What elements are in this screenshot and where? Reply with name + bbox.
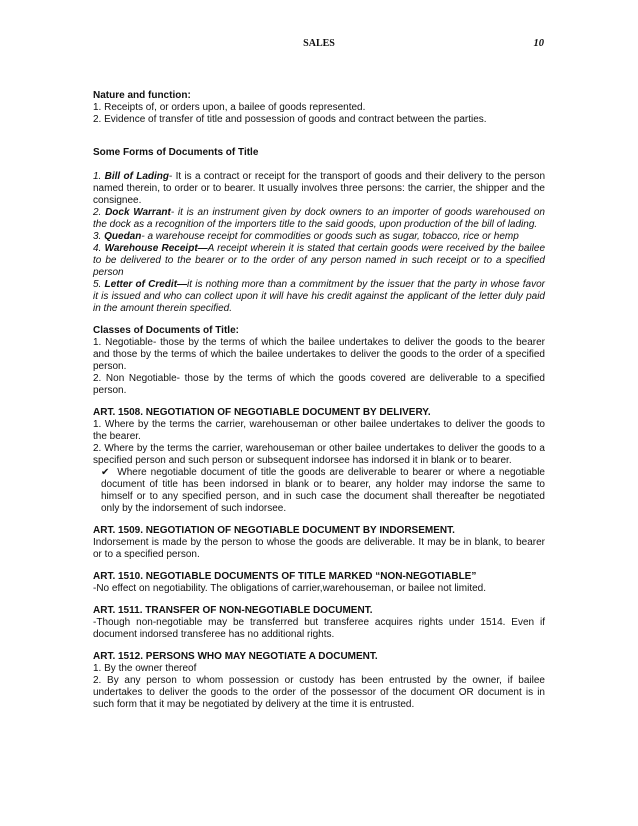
art1512-item-1: 1. By the owner thereof: [93, 663, 197, 674]
art1508-heading: ART. 1508. NEGOTIATION OF NEGOTIABLE DOCUMENT BY DELIVERY.: [93, 407, 431, 418]
classes-heading: Classes of Documents of Title:: [93, 325, 239, 336]
art1508-check-note: [93, 467, 545, 515]
nature-item-2: 2. Evidence of transfer of title and possession of goods and contract between the parties.: [93, 114, 487, 125]
forms-item-1: [93, 171, 545, 207]
forms-item-text: - It is a contract or receipt for the transport of goods and their delivery to the person named therein, to order or to bearer. It usually involves three persons: the carrier, the shipper and the consignee.: [93, 171, 546, 206]
classes-item-1: 1. Negotiable- those by the terms of which the bailee undertakes to deliver the goods to the bearer and those by the terms of which the bailee undertakes to deliver the goods to the order of a specified person.: [93, 337, 545, 372]
art1510-heading: ART. 1510. NEGOTIABLE DOCUMENTS OF TITLE MARKED “NON-NEGOTIABLE”: [93, 571, 477, 582]
art1510-text: -No effect on negotiability. The obligations of carrier,warehouseman, or bailee not limited.: [93, 583, 486, 594]
running-header-title: SALES: [303, 38, 335, 49]
nature-item-1: 1. Receipts of, or orders upon, a bailee of goods represented.: [93, 102, 366, 113]
art1509-text: Indorsement is made by the person to whose the goods are deliverable. It may be in blank, to bearer or to a specified person.: [93, 537, 545, 560]
forms-item-3: [93, 231, 545, 243]
classes-item-2: 2. Non Negotiable- those by the terms of which the goods covered are deliverable to a specified person.: [93, 373, 545, 396]
forms-item-num: 1.: [93, 171, 102, 182]
forms-item-num: 5.: [93, 279, 102, 290]
forms-item-4: [93, 243, 545, 279]
forms-item-text: A receipt wherein it is stated that certain goods were received by the bailee to be delivered to the bearer or to the order of any person named in such receipt or to a specified person: [93, 243, 545, 278]
nature-heading: Nature and function:: [93, 90, 191, 101]
forms-item-num: 3.: [93, 231, 102, 242]
art1512-item-2: 2. By any person to whom possession or custody has been entrusted by the owner, if bailee undertakes to deliver the goods to the order of the possessor of the document OR document is in such form that it may be negotiated by delivery at the time it is entrusted.: [93, 675, 545, 710]
page-number: 10: [533, 38, 544, 49]
document-body: [93, 90, 545, 711]
forms-item-term: Bill of Lading: [104, 171, 169, 182]
forms-item-2: [93, 207, 545, 231]
forms-item-text: - it is an instrument given by dock owners to an importer of goods warehoused on the dock as a recognition of the importers title to the said goods, upon production of the bill of lading.: [93, 207, 545, 230]
forms-heading: Some Forms of Documents of Title: [93, 147, 259, 158]
forms-item-term: Letter of Credit—: [104, 279, 188, 290]
checkmark-icon: ✔: [101, 467, 110, 478]
forms-item-num: 4.: [93, 243, 102, 254]
check-note-text: Where negotiable document of title the goods are deliverable to bearer or where a negotiable document of title has been indorsed in blank or to bearer, any holder may indorse the same to himself or to any specified person, and in such case the document shall thereafter be negotiated only by the indorsement of such indorsee.: [101, 467, 545, 514]
art1511-heading: ART. 1511. TRANSFER OF NON-NEGOTIABLE DOCUMENT.: [93, 605, 373, 616]
art1508-item-1: 1. Where by the terms the carrier, warehouseman or other bailee undertakes to deliver the goods to the bearer.: [93, 419, 545, 442]
art1508-item-2: 2. Where by the terms the carrier, warehouseman or other bailee undertakes to deliver the goods to a specified person and such person or subsequent indorsee has indorsed it in blank or to bearer.: [93, 443, 545, 466]
forms-item-5: [93, 279, 545, 315]
art1512-heading: ART. 1512. PERSONS WHO MAY NEGOTIATE A DOCUMENT.: [93, 651, 378, 662]
forms-item-text: it is nothing more than a commitment by the issuer that the party in whose favor it is issued and who can collect upon it will have his credit against the applicant of the letter duly paid in the amount therein specified.: [93, 279, 546, 314]
forms-item-term: Warehouse Receipt—: [104, 243, 208, 254]
forms-item-text: - a warehouse receipt for commodities or goods such as sugar, tobacco, rice or hemp: [141, 231, 519, 242]
forms-item-term: Quedan: [104, 231, 142, 242]
forms-item-term: Dock Warrant: [105, 207, 171, 218]
art1511-text: -Though non-negotiable may be transferred but transferee acquires rights under 1514. Even if document indorsed transferee has no additional rights.: [93, 617, 545, 640]
forms-item-num: 2.: [93, 207, 102, 218]
art1509-heading: ART. 1509. NEGOTIATION OF NEGOTIABLE DOCUMENT BY INDORSEMENT.: [93, 525, 455, 536]
